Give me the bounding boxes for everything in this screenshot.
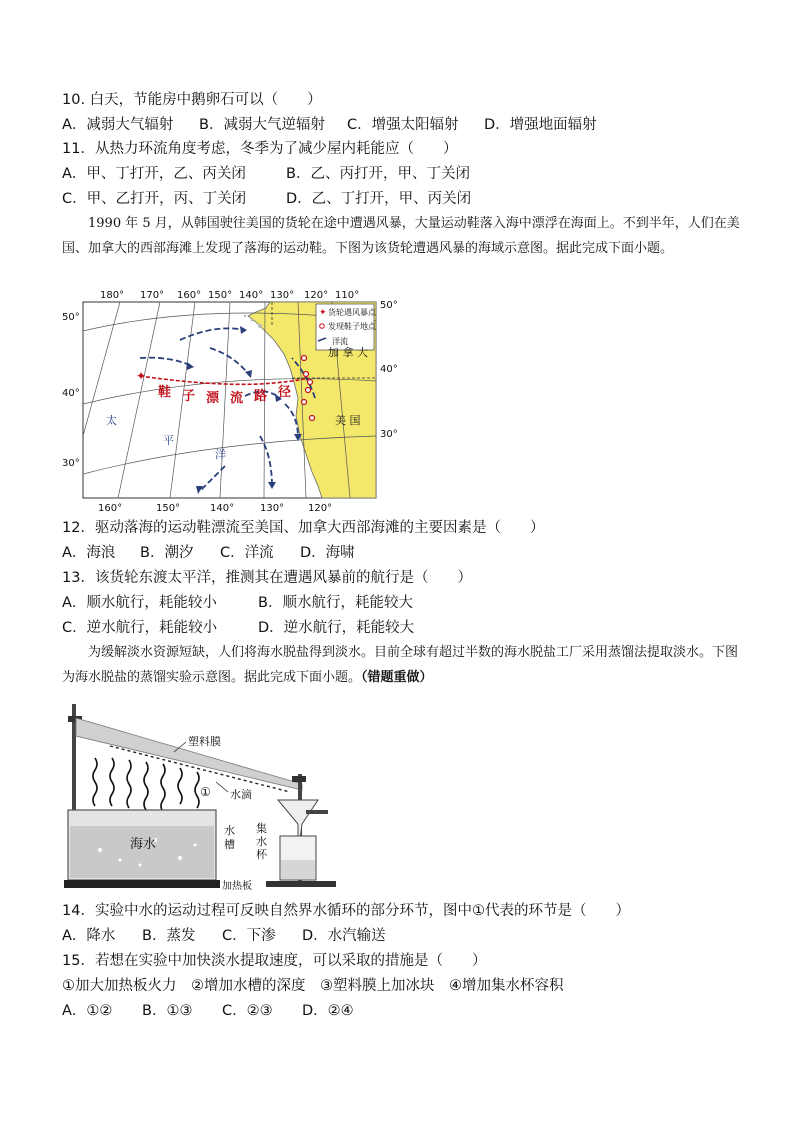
- steam-lines: [93, 758, 199, 812]
- label-heater: 加热板: [222, 881, 252, 892]
- q11-option-c: C．甲、乙打开，丙、丁关闭: [62, 191, 247, 207]
- lat-right-30: 30°: [380, 429, 398, 440]
- q13-options-row1: [62, 593, 413, 613]
- lon-bottom-160: 160°: [98, 503, 123, 514]
- q13-option-b: B．顺水航行，耗能较大: [258, 595, 413, 611]
- lon-top-130: 130°: [270, 290, 295, 301]
- passage-desalination: [62, 640, 742, 690]
- lat-left-50: 50°: [62, 312, 80, 323]
- q14-options: [62, 926, 386, 946]
- q10-option-c: C．增强太阳辐射: [347, 117, 459, 133]
- q15-option-d: D．②④: [302, 1003, 354, 1019]
- q13-stem: 13．该货轮东渡太平洋，推测其在遭遇风暴前的航行是（ ）: [62, 570, 472, 586]
- passage-desalination-tag: （错题重做）: [361, 670, 433, 685]
- q13-options-row2: [62, 618, 414, 638]
- svg-text:✦: ✦: [319, 308, 327, 318]
- lon-bottom-130: 130°: [260, 503, 285, 514]
- q15-option-a: A．①②: [62, 1003, 113, 1019]
- usa-label: 美 国: [335, 414, 361, 427]
- apparatus-svg: [60, 700, 345, 892]
- funnel: [278, 800, 318, 840]
- q14-option-a: A．降水: [62, 928, 116, 944]
- label-seawater: 海水: [130, 837, 157, 852]
- svg-text:流: 流: [230, 391, 244, 406]
- q10-option-a: A．减弱大气辐射: [62, 117, 174, 133]
- q14-stem: 14．实验中水的运动过程可反映自然界水循环的部分环节，图中①代表的环节是（ ）: [62, 903, 630, 919]
- heater-plate: [64, 880, 220, 888]
- q13-option-c: C．逆水航行，耗能较小: [62, 620, 218, 636]
- q13-option-a: A．顺水航行，耗能较小: [62, 595, 217, 611]
- q15-option-c: C．②③: [222, 1003, 273, 1019]
- q11-options-row1: [62, 164, 470, 184]
- q15-options: [62, 1001, 354, 1021]
- q12-stem: 12．驱动落海的运动鞋漂流至美国、加拿大西部海滩的主要因素是（ ）: [62, 520, 545, 536]
- lon-top-150: 150°: [208, 290, 233, 301]
- q14-option-c: C．下渗: [222, 928, 276, 944]
- lon-top-140: 140°: [239, 290, 264, 301]
- q11-option-d: D．乙、丁打开，甲、丙关闭: [286, 191, 472, 207]
- q12-option-a: A．海浪: [62, 545, 116, 561]
- q12-option-c: C．洋流: [220, 545, 274, 561]
- q10-options: [62, 115, 597, 135]
- svg-text:鞋: 鞋: [158, 385, 172, 400]
- passage-desalination-text: 为缓解淡水资源短缺，人们将海水脱盐得到淡水。目前全球有超过半数的海水脱盐工厂采用蒸馏法提取淡水。下图为海水脱盐的蒸馏实验示意图。据此完成下面小题。: [62, 645, 739, 685]
- svg-text:洋: 洋: [215, 448, 226, 461]
- label-cup-1: 集: [256, 822, 267, 835]
- legend-storm: 货轮遇风暴点: [328, 308, 376, 317]
- q11-option-b: B．乙、丙打开，甲、丁关闭: [286, 166, 470, 182]
- canada-label: 加 拿 大: [328, 346, 368, 359]
- passage-shoes: [62, 211, 742, 261]
- q12-options: [62, 543, 355, 563]
- lon-top-160: 160°: [177, 290, 202, 301]
- q14-option-d: D．水汽输送: [302, 928, 386, 944]
- q10-option-d: D．增强地面辐射: [484, 117, 597, 133]
- map-svg: [60, 286, 405, 514]
- q10-stem: 10. 白天，节能房中鹅卵石可以（ ）: [62, 92, 322, 108]
- lat-left-30: 30°: [62, 458, 80, 469]
- lon-bottom-140: 140°: [210, 503, 235, 514]
- svg-text:太: 太: [106, 414, 117, 427]
- q11-option-a: A．甲、丁打开，乙、丙关闭: [62, 166, 246, 182]
- lon-top-120: 120°: [304, 290, 329, 301]
- label-cup-2: 水: [256, 835, 267, 848]
- label-tank-1: 水: [224, 824, 235, 837]
- label-film: 塑料膜: [188, 735, 221, 748]
- label-drop: 水滴: [230, 788, 252, 801]
- distillation-apparatus: [60, 700, 345, 892]
- q15-option-b: B．①③: [142, 1003, 193, 1019]
- lat-right-40: 40°: [380, 364, 398, 375]
- q10-option-b: B．减弱大气逆辐射: [199, 117, 325, 133]
- label-tank-2: 槽: [224, 838, 235, 851]
- q15-stem: 15．若想在实验中加快淡水提取速度，可以采取的措施是（ ）: [62, 953, 487, 969]
- passage-shoes-text: 1990 年 5 月，从韩国驶往美国的货轮在途中遭遇风暴，大量运动鞋落入海中漂浮在海面上。不到半年，人们在美国、加拿大的西部海滩上发现了落海的运动鞋。下图为该货轮遭遇风暴的海域示意图。据此完成下面小题。: [62, 216, 740, 256]
- storm-point-icon: ✦: [136, 369, 147, 383]
- svg-text:路: 路: [254, 389, 268, 404]
- q12-option-d: D．海啸: [300, 545, 355, 561]
- q14-option-b: B．蒸发: [142, 928, 196, 944]
- map-legend: [316, 304, 377, 350]
- legend-current: 洋流: [332, 337, 348, 346]
- lat-left-40: 40°: [62, 388, 80, 399]
- svg-text:径: 径: [278, 385, 292, 400]
- label-circle-1: ①: [200, 785, 211, 799]
- lon-bottom-120: 120°: [308, 503, 333, 514]
- lon-bottom-150: 150°: [156, 503, 181, 514]
- svg-text:漂: 漂: [206, 391, 220, 406]
- legend-found: 发现鞋子地点: [328, 322, 376, 331]
- q11-stem: 11．从热力环流角度考虑，冬季为了减少屋内耗能应（ ）: [62, 141, 458, 157]
- q12-option-b: B．潮汐: [140, 545, 194, 561]
- q13-option-d: D．逆水航行，耗能较大: [258, 620, 415, 636]
- lon-top-180: 180°: [100, 290, 125, 301]
- label-cup-3: 杯: [256, 848, 267, 861]
- q11-options-row2: [62, 189, 471, 209]
- svg-text:平: 平: [163, 434, 174, 447]
- q15-measures: ①加大加热板火力 ②增加水槽的深度 ③塑料膜上加冰块 ④增加集水杯容积: [62, 978, 564, 994]
- lat-right-50: 50°: [380, 300, 398, 311]
- ocean-drift-map: [60, 286, 405, 514]
- lon-top-170: 170°: [140, 290, 165, 301]
- lon-top-110: 110°: [335, 290, 360, 301]
- svg-text:子: 子: [182, 389, 196, 404]
